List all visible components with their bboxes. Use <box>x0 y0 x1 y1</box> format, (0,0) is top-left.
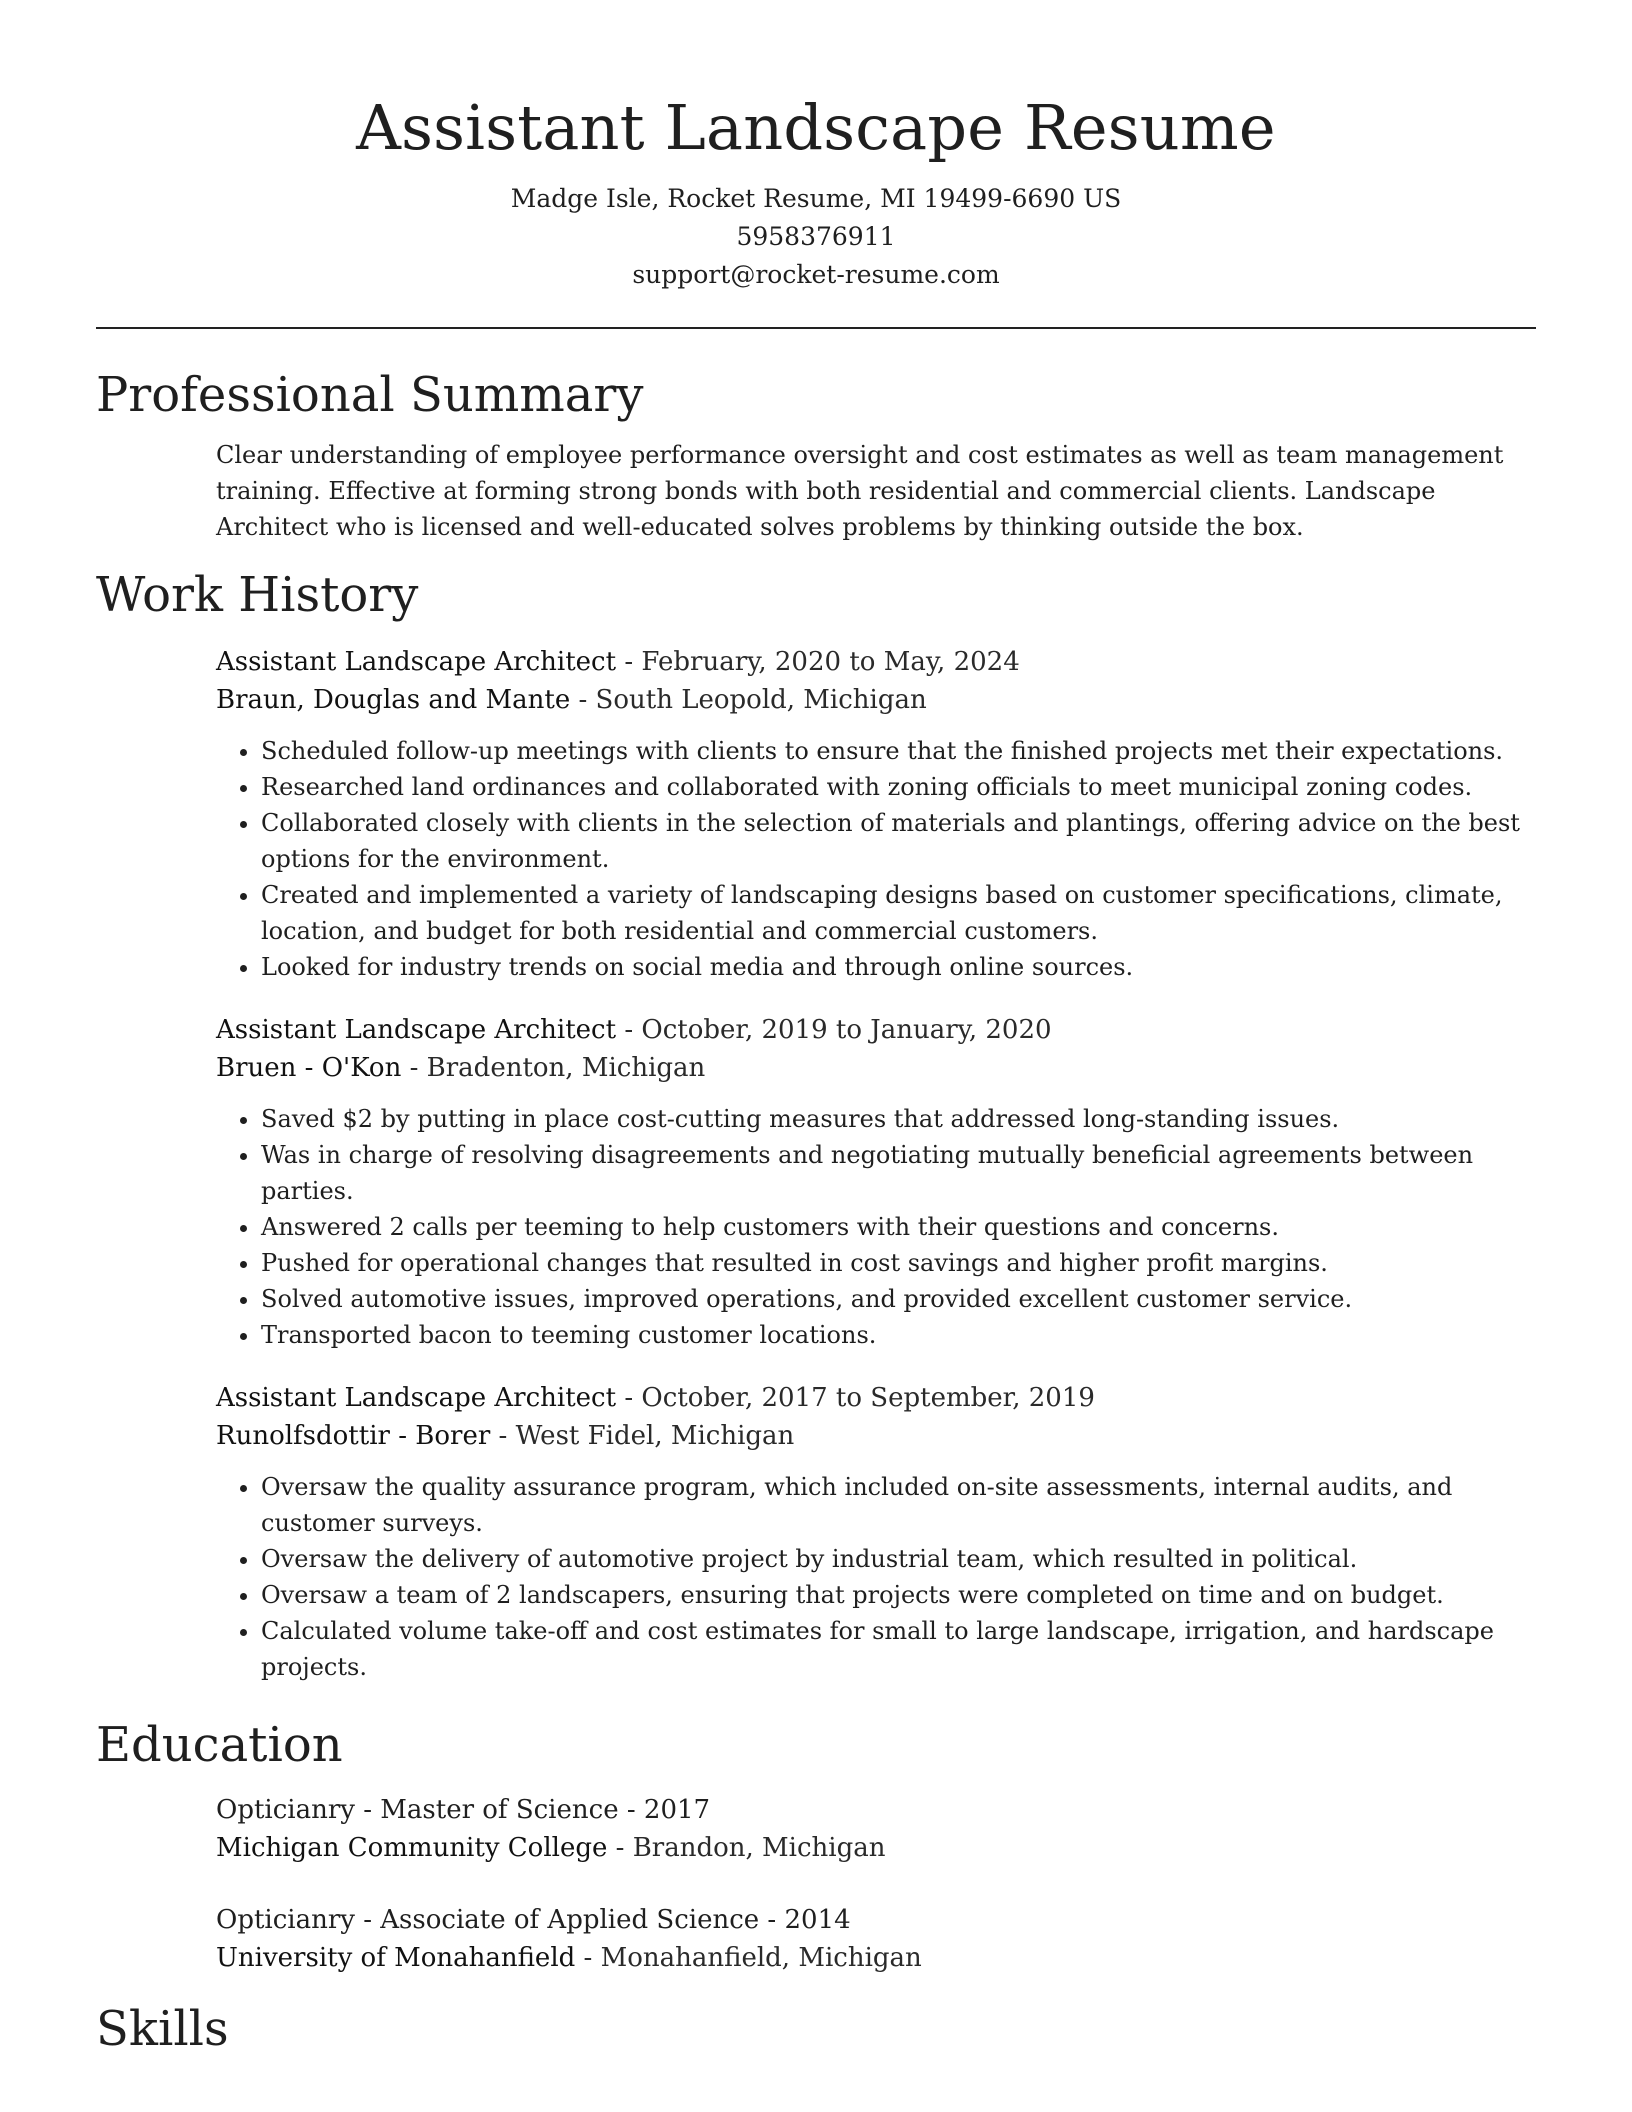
job-bullets <box>216 1101 1536 1353</box>
job-bullet: • Answered 2 calls per teeming to help customers with their questions and concerns. <box>261 1209 1536 1245</box>
job-bullet: • Created and implemented a variety of landscaping designs based on customer specifications, climate, location, and budget for both residential and commercial customers. <box>261 877 1536 949</box>
job-company-line <box>216 1049 1536 1087</box>
contact-info <box>96 180 1536 294</box>
job-company: Bruen - O'Kon <box>216 1053 402 1083</box>
education-school-line <box>216 1829 1536 1867</box>
contact-email: support@rocket-resume.com <box>632 260 1000 289</box>
job-company-line <box>216 681 1536 719</box>
job-bullet: • Collaborated closely with clients in the selection of materials and plantings, offering advice on the best options for the environment. <box>261 805 1536 877</box>
education-school: University of Monahanfield <box>216 1943 576 1973</box>
contact-address: Madge Isle, Rocket Resume, MI 19499-6690 US <box>510 184 1122 213</box>
job-bullet: • Oversaw the delivery of automotive project by industrial team, which resulted in political. <box>261 1541 1536 1577</box>
job-bullet: • Scheduled follow-up meetings with clients to ensure that the finished projects met their expectations. <box>261 733 1536 769</box>
job-bullet: • Pushed for operational changes that resulted in cost savings and higher profit margins. <box>261 1245 1536 1281</box>
education-location: - Monahanfield, Michigan <box>575 1943 922 1973</box>
job-bullet: • Saved $2 by putting in place cost-cutting measures that addressed long-standing issues. <box>261 1101 1536 1137</box>
section-heading-skills: Skills <box>96 2001 229 2057</box>
job-bullet: • Oversaw a team of 2 landscapers, ensuring that projects were completed on time and on budget. <box>261 1577 1536 1613</box>
section-heading-work-history: Work History <box>96 567 419 623</box>
section-heading-education: Education <box>96 1717 343 1773</box>
job-bullets <box>216 1469 1536 1685</box>
education-school: Michigan Community College <box>216 1833 608 1863</box>
job-bullet: • Researched land ordinances and collaborated with zoning officials to meet municipal zoning codes. <box>261 769 1536 805</box>
resume-header <box>96 80 1536 294</box>
job-location: - Bradenton, Michigan <box>401 1053 706 1083</box>
job-title-line <box>216 1379 1536 1417</box>
job-dates: - October, 2019 to January, 2020 <box>616 1015 1052 1045</box>
job-bullet: • Transported bacon to teeming customer locations. <box>261 1317 1536 1353</box>
job-dates: - February, 2020 to May, 2024 <box>616 647 1020 677</box>
job-bullet: • Oversaw the quality assurance program, which included on-site assessments, internal audits, and customer surveys. <box>261 1469 1536 1541</box>
job-title-line <box>216 643 1536 681</box>
job-title: Assistant Landscape Architect <box>216 1383 617 1413</box>
job-company-line <box>216 1417 1536 1455</box>
job-entry <box>216 1011 1536 1353</box>
job-dates: - October, 2017 to September, 2019 <box>616 1383 1095 1413</box>
contact-phone: 5958376911 <box>736 222 896 251</box>
header-divider <box>96 327 1536 329</box>
job-title: Assistant Landscape Architect <box>216 1015 617 1045</box>
job-bullet: • Solved automotive issues, improved operations, and provided excellent customer service. <box>261 1281 1536 1317</box>
job-bullet: • Looked for industry trends on social media and through online sources. <box>261 949 1536 985</box>
education-entry <box>216 1901 1536 1977</box>
job-company: Runolfsdottir - Borer <box>216 1421 491 1451</box>
job-title-line <box>216 1011 1536 1049</box>
education-degree: Opticianry - Associate of Applied Science - 2014 <box>216 1905 851 1935</box>
job-entry <box>216 1379 1536 1685</box>
education-location: - Brandon, Michigan <box>607 1833 886 1863</box>
summary-text: Clear understanding of employee performance oversight and cost estimates as well as team management training. Effective at forming strong bonds with both residential and commercial clients. Landscape Architect who is licensed and well-educated solves problems by thinking outside the box. <box>216 441 1504 541</box>
job-title: Assistant Landscape Architect <box>216 647 617 677</box>
job-bullets <box>216 733 1536 985</box>
job-bullet: • Was in charge of resolving disagreements and negotiating mutually beneficial agreements between parties. <box>261 1137 1536 1209</box>
job-location: - West Fidel, Michigan <box>490 1421 795 1451</box>
resume-page <box>96 80 1536 2061</box>
job-bullet: • Calculated volume take-off and cost estimates for small to large landscape, irrigation, and hardscape projects. <box>261 1613 1536 1685</box>
education-school-line <box>216 1939 1536 1977</box>
job-company: Braun, Douglas and Mante <box>216 685 571 715</box>
education-entry <box>216 1791 1536 1867</box>
job-location: - South Leopold, Michigan <box>570 685 927 715</box>
resume-title: Assistant Landscape Resume <box>356 91 1276 164</box>
education-degree: Opticianry - Master of Science - 2017 <box>216 1795 711 1825</box>
job-entry <box>216 643 1536 985</box>
section-heading-summary: Professional Summary <box>96 367 644 423</box>
